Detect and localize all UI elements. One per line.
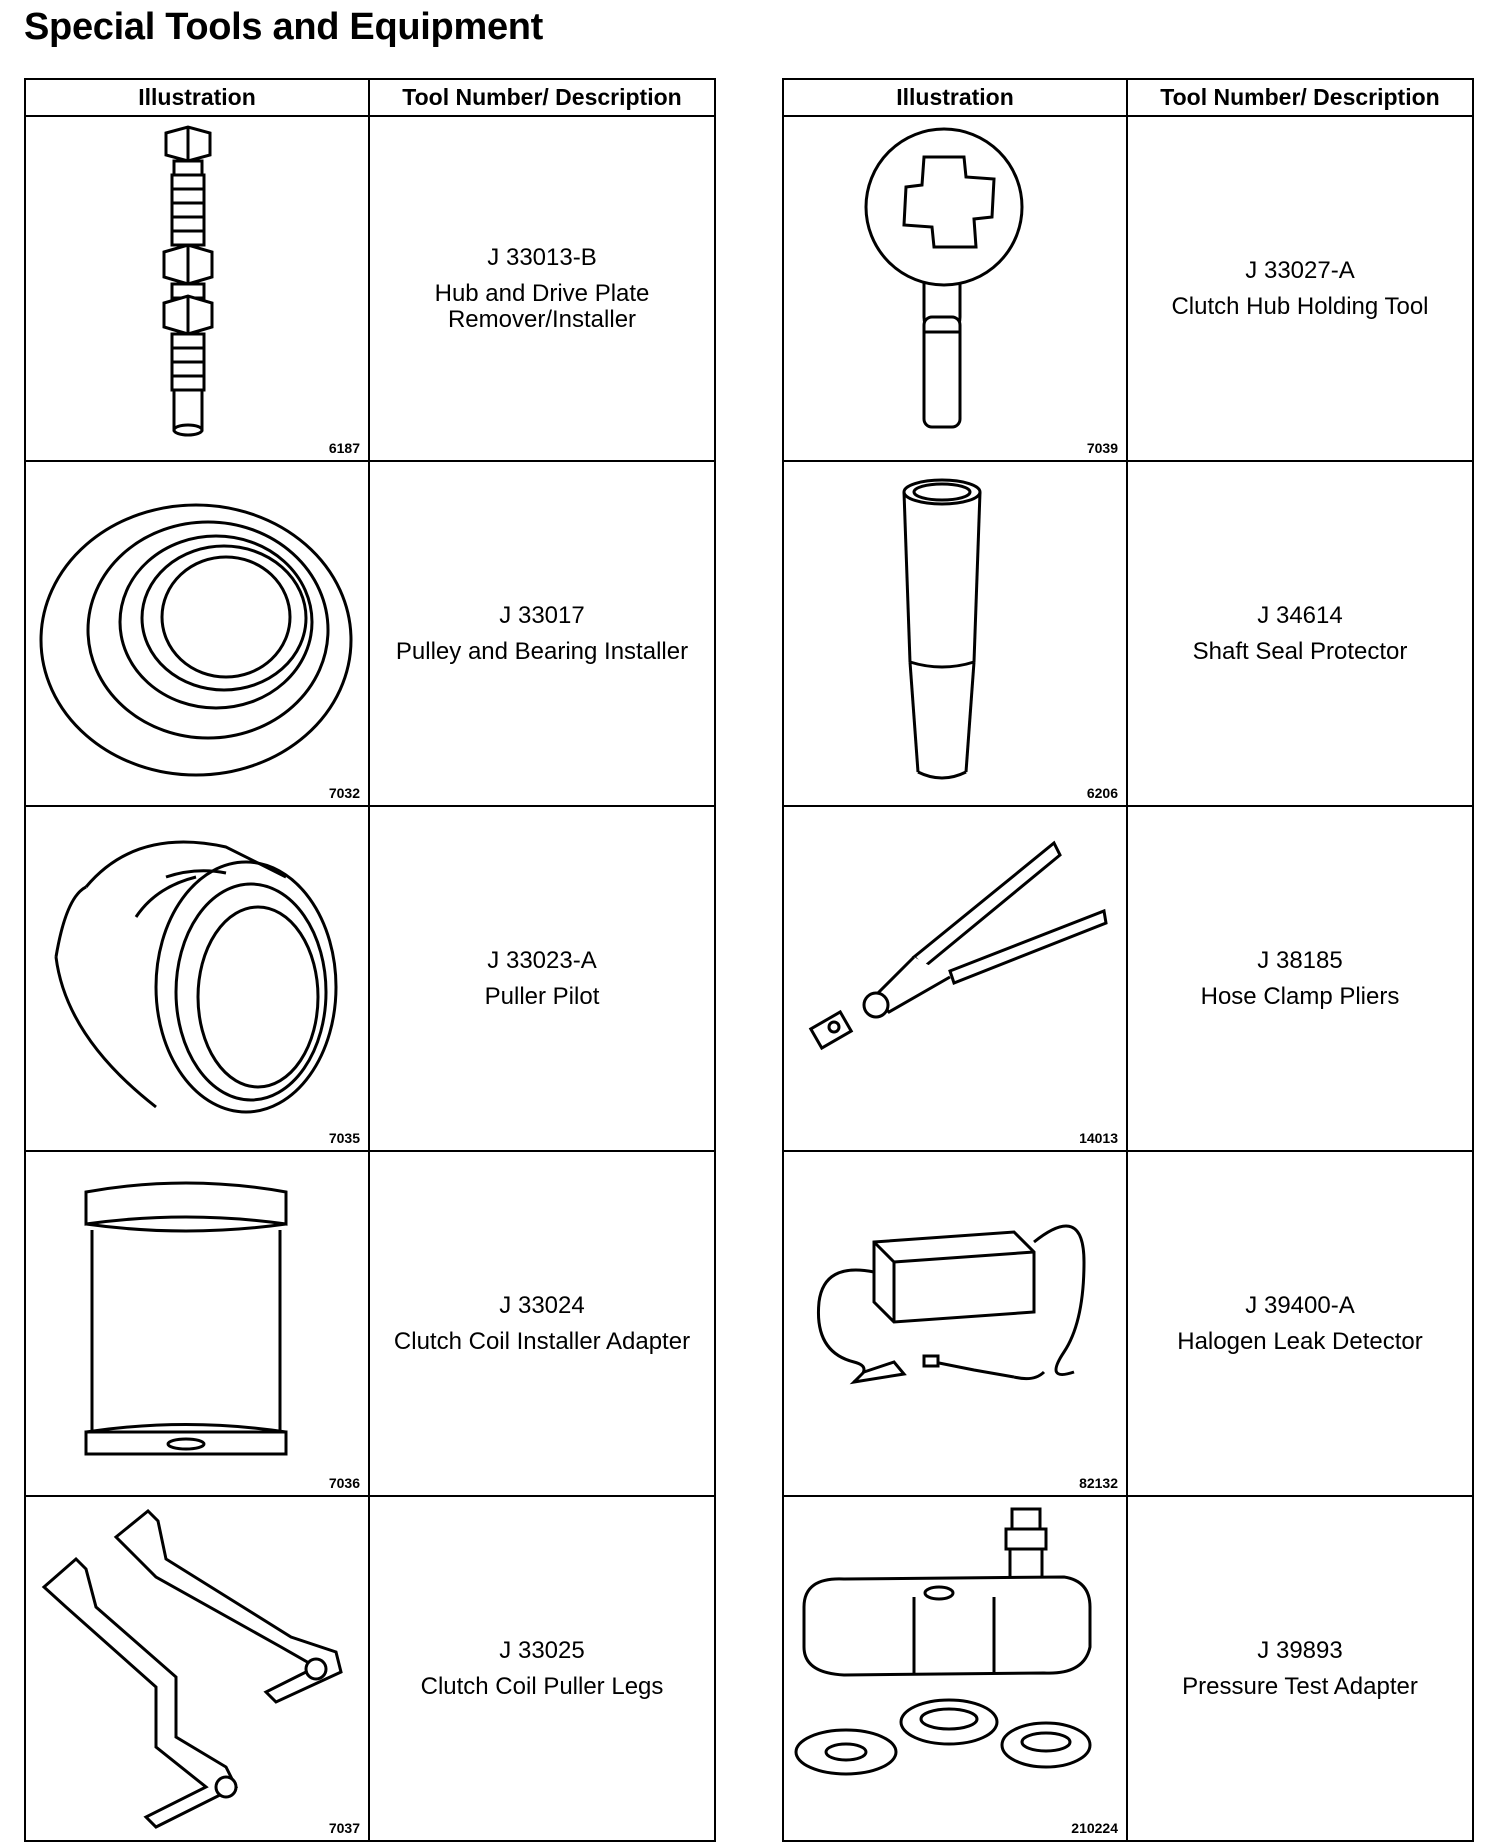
tool-name: Hub and Drive Plate Remover/Installer — [434, 279, 650, 333]
tool-number: J 39893 — [1257, 1636, 1343, 1664]
tool-description — [1127, 806, 1473, 1151]
tool-number: J 33013-B — [487, 243, 597, 271]
table-row — [25, 806, 715, 1151]
table-row — [25, 461, 715, 806]
seal-protector-tube-icon — [784, 462, 1128, 805]
figure-number: 7037 — [328, 1820, 360, 1836]
tool-illustration — [26, 1152, 368, 1495]
tool-illustration — [26, 807, 368, 1150]
tool-number: J 39400-A — [1245, 1291, 1355, 1319]
tool-illustration — [26, 1497, 368, 1840]
tool-number: J 33023-A — [487, 946, 597, 974]
table-row — [783, 806, 1473, 1151]
figure-number: 7036 — [328, 1475, 360, 1491]
table-header-row — [783, 79, 1473, 116]
figure-number: 210224 — [1071, 1820, 1118, 1836]
description-header: Tool Number/ Description — [1127, 79, 1473, 116]
tools-table-left — [24, 78, 716, 1842]
tool-illustration — [784, 807, 1126, 1150]
figure-number: 6187 — [328, 440, 360, 456]
tool-illustration — [784, 1497, 1126, 1840]
tool-number: J 33017 — [499, 601, 585, 629]
tool-illustration — [26, 462, 368, 805]
page-title: Special Tools and Equipment — [24, 6, 544, 48]
tool-name: Halogen Leak Detector — [1177, 1327, 1423, 1355]
hose-clamp-pliers-icon — [784, 807, 1128, 1150]
tool-name: Pressure Test Adapter — [1182, 1672, 1418, 1700]
tool-number: J 33027-A — [1245, 256, 1355, 284]
tool-number: J 34614 — [1257, 601, 1343, 629]
table-row — [783, 1151, 1473, 1496]
tool-description — [369, 461, 715, 806]
illustration-header: Illustration — [25, 79, 369, 116]
leak-detector-icon — [784, 1152, 1128, 1495]
figure-number: 82132 — [1079, 1475, 1118, 1491]
tool-description — [369, 1496, 715, 1841]
table-row — [783, 461, 1473, 806]
puller-pilot-icon — [26, 807, 370, 1150]
tool-description — [369, 116, 715, 461]
tools-table-right — [782, 78, 1474, 1842]
ring-installer-icon — [26, 462, 370, 805]
puller-legs-icon — [26, 1497, 370, 1840]
figure-number: 6206 — [1086, 785, 1118, 801]
illustration-header: Illustration — [783, 79, 1127, 116]
tool-name: Pulley and Bearing Installer — [395, 637, 689, 665]
tool-description — [369, 806, 715, 1151]
threaded-rod-with-nuts-icon — [26, 117, 370, 460]
tool-illustration — [26, 117, 368, 460]
tool-name: Clutch Coil Puller Legs — [420, 1672, 664, 1700]
tool-number: J 33024 — [499, 1291, 585, 1319]
tool-name: Clutch Coil Installer Adapter — [393, 1327, 691, 1355]
tool-name: Puller Pilot — [484, 982, 600, 1010]
table-row — [25, 116, 715, 461]
tool-description — [1127, 1151, 1473, 1496]
hub-holding-wrench-icon — [784, 117, 1128, 460]
table-row — [25, 1496, 715, 1841]
table-row — [783, 1496, 1473, 1841]
tool-description — [1127, 116, 1473, 461]
tool-number: J 38185 — [1257, 946, 1343, 974]
tool-illustration — [784, 462, 1126, 805]
figure-number: 7039 — [1086, 440, 1118, 456]
figure-number: 7035 — [328, 1130, 360, 1146]
tool-name: Hose Clamp Pliers — [1200, 982, 1400, 1010]
figure-number: 7032 — [328, 785, 360, 801]
tool-description — [1127, 461, 1473, 806]
tool-illustration — [784, 117, 1126, 460]
tool-description — [369, 1151, 715, 1496]
tool-name: Shaft Seal Protector — [1192, 637, 1408, 665]
tool-illustration — [784, 1152, 1126, 1495]
figure-number: 14013 — [1079, 1130, 1118, 1146]
table-row — [25, 1151, 715, 1496]
tool-name: Clutch Hub Holding Tool — [1171, 292, 1429, 320]
tool-number: J 33025 — [499, 1636, 585, 1664]
pressure-test-adapter-icon — [784, 1497, 1128, 1840]
tool-description — [1127, 1496, 1473, 1841]
table-header-row — [25, 79, 715, 116]
description-header: Tool Number/ Description — [369, 79, 715, 116]
table-row — [783, 116, 1473, 461]
cylinder-adapter-icon — [26, 1152, 370, 1495]
